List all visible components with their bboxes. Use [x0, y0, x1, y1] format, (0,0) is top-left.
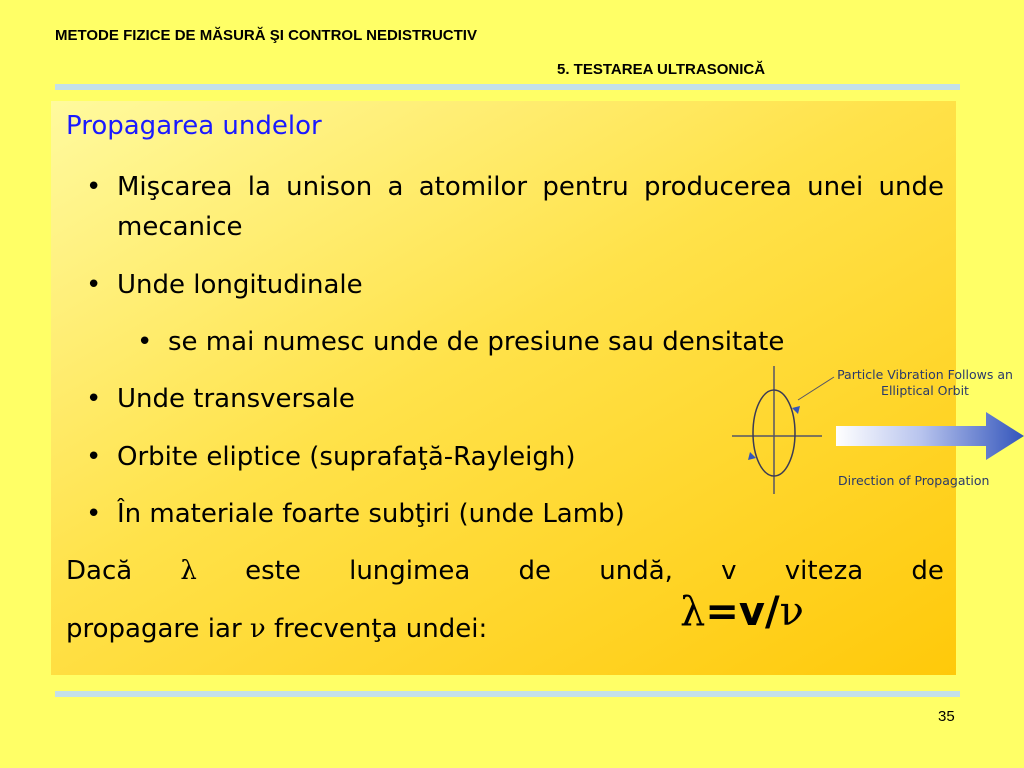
top-divider [55, 84, 960, 90]
bullet-item [86, 265, 363, 305]
text-segment: propagare iar [66, 614, 250, 644]
bullet-text: Unde transversale [117, 384, 355, 414]
bullet-dot: • [86, 384, 102, 414]
section-title: Propagarea undelor [66, 111, 322, 141]
word: viteza [784, 556, 864, 586]
label-pointer [798, 377, 834, 400]
bullet-text: Orbite eliptice (suprafaţă-Rayleigh) [117, 442, 576, 472]
bullet-item [86, 167, 944, 247]
course-title: METODE FIZICE DE MĂSURĂ ŞI CONTROL NEDISTRUCTIV [55, 27, 477, 44]
orbit-label: Particle Vibration Follows an Elliptical Orbit [837, 367, 1013, 398]
word: de [518, 556, 552, 586]
bullet-dot: • [137, 327, 153, 357]
word: Dacă [66, 556, 133, 586]
bullet-item [86, 437, 576, 477]
bullet-text: Unde longitudinale [117, 270, 363, 300]
word: de [911, 556, 944, 586]
bullet-text: În materiale foarte subţiri (unde Lamb) [117, 499, 625, 529]
wavelength-formula [680, 589, 804, 635]
bottom-divider [55, 691, 960, 697]
bullet-text: se mai numesc unde de presiune sau densitate [168, 327, 785, 357]
formula-nu: ν [779, 589, 804, 635]
bullet-dot: • [86, 270, 102, 300]
propagation-arrow-icon [836, 412, 1024, 460]
bullet-text: Mişcarea la unison a atomilor pentru producerea unei unde mecanice [117, 172, 944, 242]
definition-line-2 [66, 609, 487, 649]
bullet-item [86, 379, 355, 419]
definition-line-1 [66, 551, 944, 591]
sub-bullet-item [137, 322, 784, 362]
bullet-dot: • [86, 172, 102, 202]
direction-label: Direction of Propagation [838, 473, 990, 488]
bullet-dot: • [86, 499, 102, 529]
lambda-symbol: λ [180, 556, 197, 586]
word: lungimea [349, 556, 471, 586]
chapter-title: 5. TESTAREA ULTRASONICĂ [557, 61, 766, 78]
word: v [721, 556, 737, 586]
nu-symbol: ν [249, 614, 266, 644]
bullet-item [86, 494, 625, 534]
page-number: 35 [938, 708, 955, 725]
bullet-dot: • [86, 442, 102, 472]
formula-middle: =v/ [705, 589, 780, 635]
word: undă, [599, 556, 673, 586]
text-segment: frecvenţa undei: [265, 614, 488, 644]
word: este [245, 556, 301, 586]
formula-lambda: λ [680, 589, 706, 635]
